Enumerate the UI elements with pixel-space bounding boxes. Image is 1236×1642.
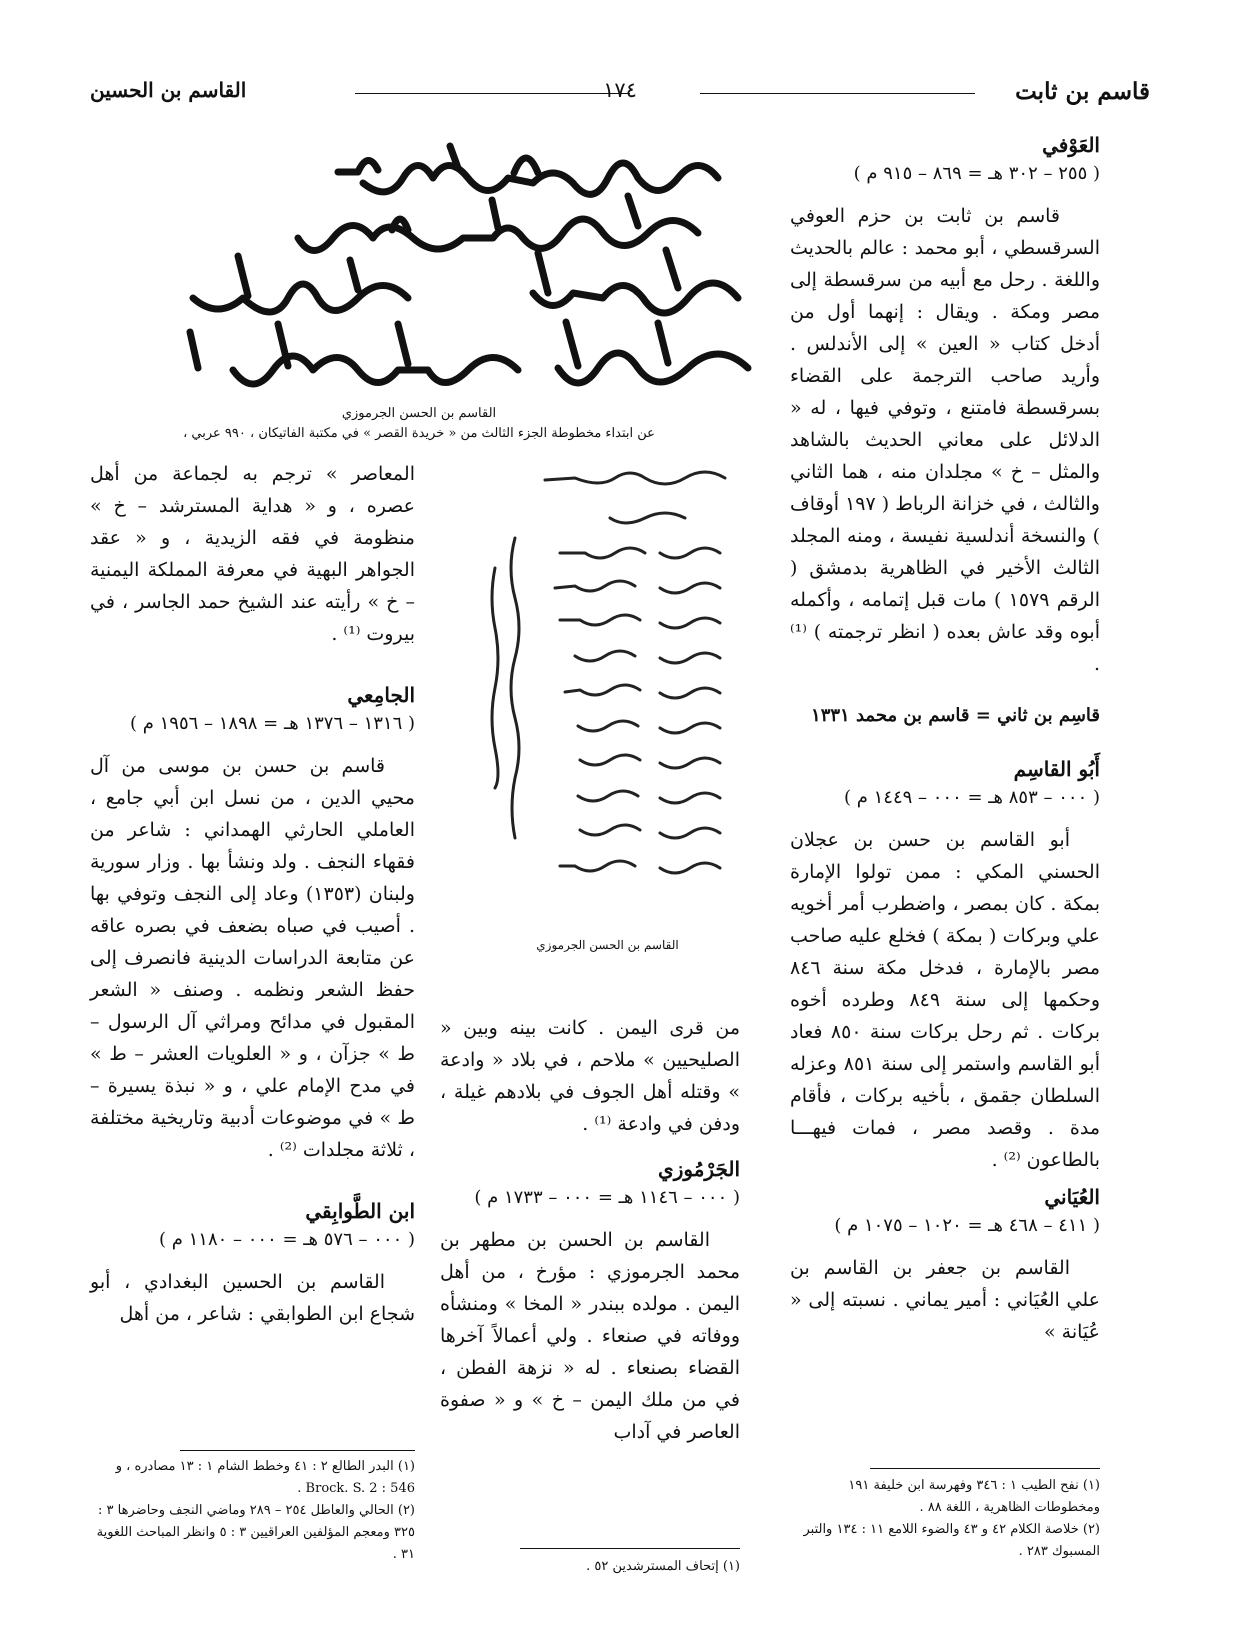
footnotes-left <box>90 1456 415 1566</box>
entry-text-abu-qasim: أبو القاسم بن حسن بن عجلان الحسني المكي : ممن تولوا الإمارة بمكة . كان بمصر ، واضطرب أمر أخويه علي وبركات ( بمكة ) فخلع عليه صاحب مصر بالإمارة ، فدخل مكة سنة ٨٤٦ وحكمها إلى سنة ٨٤٩ وطرده أخوه بركات . ثم رحل بركات سنة ٨٥٠ فعاد أبو القاسم واستمر إلى سنة ٨٥١ وعزله السلطان جقمق ، بأخيه بركات ، فأقام مدة . وقصد مصر ، فمات فيهـــا بالطاعون ⁽²⁾ . <box>790 829 1100 1171</box>
page-number: ١٧٤ <box>603 78 637 102</box>
manuscript-caption-source: عن ابتداء مخطوطة الجزء الثالث من « خريدة القصر » في مكتبة الفاتيكان ، ٩٩٠ عربي ، <box>183 426 655 441</box>
entry-title-abu-qasim: أَبُو القاسِم <box>1013 757 1100 781</box>
footnote-rule-middle <box>520 1548 740 1549</box>
entry-dates-jamii: ( ١٣١٦ – ١٣٧٦ هـ = ١٨٩٨ – ١٩٥٦ م ) <box>130 713 415 734</box>
entry-dates-tawabiqi: ( ٠٠٠ – ٥٧٦ هـ = ٠٠٠ – ١١٨٠ م ) <box>158 1229 415 1250</box>
entry-dates-awfi: ( ٢٥٥ – ٣٠٢ هـ = ٨٦٩ – ٩١٥ م ) <box>853 163 1100 184</box>
footnote-rule-right <box>870 1468 1100 1469</box>
entry-dates-jarmuzi: ( ٠٠٠ – ١١٤٦ هـ = ٠٠٠ – ١٧٣٣ م ) <box>474 1187 740 1208</box>
header-left-title: القاسم بن الحسين <box>90 78 247 102</box>
entry-title-jarmuzi: الجَرْمُوزي <box>658 1157 740 1181</box>
entry-text-tawabiqi: القاسم بن الحسين البغدادي ، أبو شجاع ابن الطوابقي : شاعر ، من أهل <box>90 1271 415 1325</box>
entry-text-awfi: قاسم بن ثابت بن حزم العوفي السرقسطي ، أبو محمد : عالم بالحديث واللغة . رحل مع أبيه من سرقسطة إلى مصر ومكة . ويقال : إنهما أول من أدخل كتاب « العين » إلى الأندلس . وأريد صاحب الترجمة على القضاء بسرقسطة فامتنع ، وتوفي فيها ، له « الدلائل على معاني الحديث بالشاهد والمثل – خ » مجلدان منه ، هما الثاني والثالث ، في خزانة الرباط ( ١٩٧ أوقاف ) والنسخة أندلسية نفيسة ، ومنه المجلد الثالث الأخير في الظاهرية بدمشق ( الرقم ١٥٧٩ ) مات قبل إتمامه ، وأكمله أبوه وقد عاش بعده ( انظر ترجمته ) ⁽¹⁾ . <box>790 205 1100 675</box>
entry-text-ayani: القاسم بن جعفر بن القاسم بن علي العُيَاني : أمير يماني . نسبته إلى « عُيَانة » <box>790 1257 1100 1343</box>
left-column <box>90 458 415 1330</box>
entry-dates-ayani: ( ٤١١ – ٤٦٨ هـ = ١٠٢٠ – ١٠٧٥ م ) <box>834 1215 1100 1236</box>
entry-dates-abu-qasim: ( ٠٠٠ – ٨٥٣ هـ = ٠٠٠ – ١٤٤٩ م ) <box>843 787 1100 808</box>
footnotes-middle <box>440 1556 740 1578</box>
manuscript-caption-name: القاسم بن الحسن الجرموزي <box>341 406 497 421</box>
header-rule-right <box>700 93 975 94</box>
entry-title-jamii: الجامِعي <box>347 683 415 707</box>
footnote-left-1: (١) البدر الطالع ٢ : ٤١ وخطط الشام ١ : ١٣ مصادره ، و Brock. S. 2 : 546 . <box>115 1459 415 1496</box>
footnote-right-2: (٢) خلاصة الكلام ٤٢ و ٤٣ والضوء اللامع ١١ : ١٣٤ والتبر المسبوك ٢٨٣ . <box>803 1522 1100 1559</box>
manuscript-middle-caption: القاسم بن الحسن الجرموزي <box>536 938 679 952</box>
right-column <box>790 128 1100 1348</box>
manuscript-image-top <box>78 138 760 403</box>
entry-text-jarmuzi: القاسم بن الحسن بن مطهر بن محمد الجرموزي : مؤرخ ، من أهل اليمن . مولده ببندر « المخا » ومنشأه ووفاته في صنعاء . ولي أعمالاً آخرها القضاء بصنعاء . له « نزهة الفطن ، في من ملك اليمن – خ » و « صفوة العاصر في آداب <box>440 1229 740 1443</box>
footnote-right-1: (١) نفح الطيب ١ : ٣٤٦ وفهرسة ابن خليفة ١٩١ ومخطوطات الظاهرية ، اللغة ٨٨ . <box>848 1478 1100 1515</box>
footnote-middle-1: (١) إتحاف المسترشدين ٥٢ . <box>586 1559 740 1574</box>
entry-title-ayani: العُيَاني <box>1044 1185 1100 1209</box>
entry-text-left-top: المعاصر » ترجم به لجماعة من أهل عصره ، و « هداية المسترشد – خ » منظومة في فقه الزيدية ، و « عقد الجواهر البهية في معرفة المملكة اليمنية – خ » رأيته عند الشيخ حمد الجاسر ، في بيروت ⁽¹⁾ . <box>90 463 415 645</box>
page-header <box>90 78 1150 112</box>
middle-column <box>440 1012 740 1448</box>
entry-title-awfi: العَوْفي <box>1042 133 1100 157</box>
entry-title-tawabiqi: ابن الطَّوابِقي <box>305 1199 415 1223</box>
header-right-title: قاسم بن ثابت <box>1015 78 1150 105</box>
entry-text-jarmuzi-cont: من قرى اليمن . كانت بينه وبين « الصليحيين » ملاحم ، في بلاد « وادعة » وقتله أهل الجوف في بلادهم غيلة ، ودفن في وادعة ⁽¹⁾ . <box>440 1017 740 1135</box>
cross-reference: قاسِم بن ثاني = قاسم بن محمد ١٣٣١ <box>811 705 1100 726</box>
footnote-rule-left <box>180 1450 415 1451</box>
footnote-left-2: (٢) الحالي والعاطل ٢٥٤ – ٢٨٩ وماضي النجف وحاضرها ٣ : ٣٢٥ ومعجم المؤلفين العراقيين ٣ : ٥ وانظر المباحث اللغوية ٣١ . <box>96 1503 415 1562</box>
manuscript-image-middle <box>470 458 745 908</box>
entry-text-jamii: قاسم بن حسن بن موسى من آل محيي الدين ، من نسل ابن أبي جامع ، العاملي الحارثي الهمداني : شاعر من فقهاء النجف . ولد ونشأ بها . وزار سورية ولبنان (١٣٥٣) وعاد إلى النجف وتوفي بها . أصيب في صباه بضعف في بصره عاقه عن متابعة الدراسات الدينية فانصرف إلى حفظ الشعر ونظمه . وصنف « الشعر المقبول في مدائح ومراثي آل الرسول – ط » جزآن ، و « العلويات العشر – ط » في مدح الإمام علي ، و « نبذة يسيرة – ط » في موضوعات أدبية وتاريخية مختلفة ، ثلاثة مجلدات ⁽²⁾ . <box>90 755 415 1161</box>
footnotes-right <box>790 1475 1100 1563</box>
